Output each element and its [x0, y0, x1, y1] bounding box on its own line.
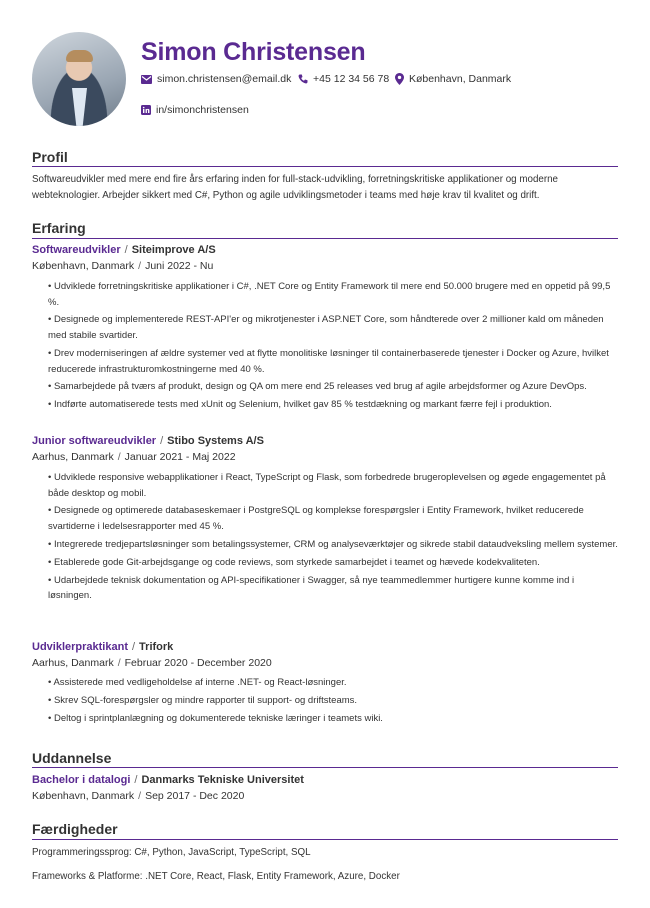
- list-item: • Samarbejdede på tværs af produkt, design og QA om mere end 25 releases ved brug af agile arbejdsformer og Azure DevOps.: [48, 379, 618, 395]
- education-location: København, Danmark: [32, 790, 135, 802]
- list-item: • Udviklede responsive webapplikationer i React, TypeScript og Flask, som forbedrede brugeroplevelsen og øgede engagementet på både desktop og mobil.: [48, 470, 618, 501]
- linkedin-text: in/simonchristensen: [156, 104, 249, 116]
- list-item: • Assisterede med vedligeholdelse af interne .NET- og React-løsninger.: [48, 675, 618, 691]
- linkedin-icon: [141, 105, 151, 115]
- education-dates: Sep 2017 - Dec 2020: [145, 790, 245, 802]
- skills-divider: [32, 839, 618, 840]
- phone-text: +45 12 34 56 78: [313, 73, 390, 85]
- job-3-meta: Aarhus, Danmark / Februar 2020 - December 2020: [32, 657, 272, 669]
- list-item: • Designede og optimerede databaseskemaer i PostgreSQL og komplekse forespørgsler i Entity Framework, hvilket reducerede svartiderne i ledelsesrapporter med 45 %.: [48, 503, 618, 534]
- skills-languages: Programmeringssprog: C#, Python, JavaScript, TypeScript, SQL: [32, 847, 311, 858]
- education-meta: København, Danmark / Sep 2017 - Dec 2020: [32, 790, 245, 802]
- job-2-dates: Januar 2021 - Maj 2022: [124, 451, 236, 463]
- skills-frameworks: Frameworks & Platforme: .NET Core, React, Flask, Entity Framework, Azure, Docker: [32, 871, 400, 882]
- phone-icon: [298, 74, 308, 84]
- job-2-header: Junior softwareudvikler / Stibo Systems A/S: [32, 435, 264, 447]
- profile-photo: [32, 32, 126, 126]
- job-1-company: Siteimprove A/S: [131, 244, 216, 256]
- job-3-location: Aarhus, Danmark: [32, 657, 114, 669]
- job-3-dates: Februar 2020 - December 2020: [124, 657, 272, 669]
- profile-divider: [32, 166, 618, 167]
- list-item: • Deltog i sprintplanlægning og dokumenterede tekniske læringer i teamets wiki.: [48, 711, 618, 727]
- contact-linkedin[interactable]: [141, 104, 249, 116]
- list-item: • Etablerede gode Git-arbejdsgange og code reviews, som styrkede samarbejdet i teamet og hævede kodekvaliteten.: [48, 555, 618, 571]
- education-school: Danmarks Tekniske Universitet: [141, 774, 304, 786]
- skills-heading: Færdigheder: [32, 821, 118, 837]
- contact-phone[interactable]: [298, 73, 389, 85]
- list-item: • Skrev SQL-forespørgsler og mindre rapporter til support- og driftsteams.: [48, 693, 618, 709]
- job-1-location: København, Danmark: [32, 260, 135, 272]
- education-header: Bachelor i datalogi / Danmarks Tekniske Universitet: [32, 774, 304, 786]
- job-2-location: Aarhus, Danmark: [32, 451, 114, 463]
- list-item: • Udarbejdede teknisk dokumentation og API-specifikationer i Swagger, så nye teammedlemmer hurtigere kunne komme ind i løsningen.: [48, 573, 618, 604]
- contact-email[interactable]: [141, 73, 291, 85]
- job-1-dates: Juni 2022 - Nu: [145, 260, 214, 272]
- education-degree: Bachelor i datalogi: [32, 774, 131, 786]
- contact-location: [395, 73, 511, 85]
- list-item: • Udviklede forretningskritiske applikationer i C#, .NET Core og Entity Framework til mere end 50.000 brugere med en oppetid på 99,5 %.: [48, 279, 618, 310]
- job-1-title: Softwareudvikler: [32, 244, 121, 256]
- location-pin-icon: [395, 73, 404, 85]
- list-item: • Designede og implementerede REST-API'er og mikrotjenester i ASP.NET Core, som håndterede over 2 millioner kald om måneden med stabile svartider.: [48, 312, 618, 343]
- list-item: • Drev moderniseringen af ældre systemer ved at flytte monolitiske løsninger til containerbaserede tjenester i Docker og Azure, hvilket reducerede infrastrukturomkostningerne med 40 %.: [48, 346, 618, 377]
- candidate-name: Simon Christensen: [141, 38, 366, 66]
- job-3-title: Udviklerpraktikant: [32, 641, 128, 653]
- experience-divider: [32, 238, 618, 239]
- job-1-header: Softwareudvikler / Siteimprove A/S: [32, 244, 216, 256]
- job-2-company: Stibo Systems A/S: [167, 435, 264, 447]
- email-text: simon.christensen@email.dk: [157, 73, 292, 85]
- education-divider: [32, 767, 618, 768]
- experience-heading: Erfaring: [32, 220, 86, 236]
- job-2-title: Junior softwareudvikler: [32, 435, 157, 447]
- education-heading: Uddannelse: [32, 750, 112, 766]
- list-item: • Indførte automatiserede tests med xUnit og Selenium, hvilket gav 85 % testdækning og markant færre fejl i produktion.: [48, 397, 618, 413]
- job-3-company: Trifork: [139, 641, 174, 653]
- job-3-bullets: [48, 675, 618, 729]
- job-1-bullets: [48, 279, 618, 415]
- list-item: • Integrerede tredjepartsløsninger som betalingssystemer, CRM og analyseværktøjer og sikrede stabil dataudveksling mellem systemer.: [48, 537, 618, 553]
- email-icon: [141, 75, 152, 84]
- job-3-header: Udviklerpraktikant / Trifork: [32, 641, 174, 653]
- profile-heading: Profil: [32, 149, 68, 165]
- profile-summary: Softwareudvikler med mere end fire års erfaring inden for full-stack-udvikling, forretningskritiske applikationer og moderne webteknologier. Arbejder sikkert med C#, Python og agile udviklingsmetoder i teams med høje krav til kvalitet og drift.: [32, 174, 559, 201]
- job-2-meta: Aarhus, Danmark / Januar 2021 - Maj 2022: [32, 451, 236, 463]
- location-text: København, Danmark: [409, 73, 512, 85]
- job-2-bullets: [48, 470, 618, 606]
- job-1-meta: København, Danmark / Juni 2022 - Nu: [32, 260, 214, 272]
